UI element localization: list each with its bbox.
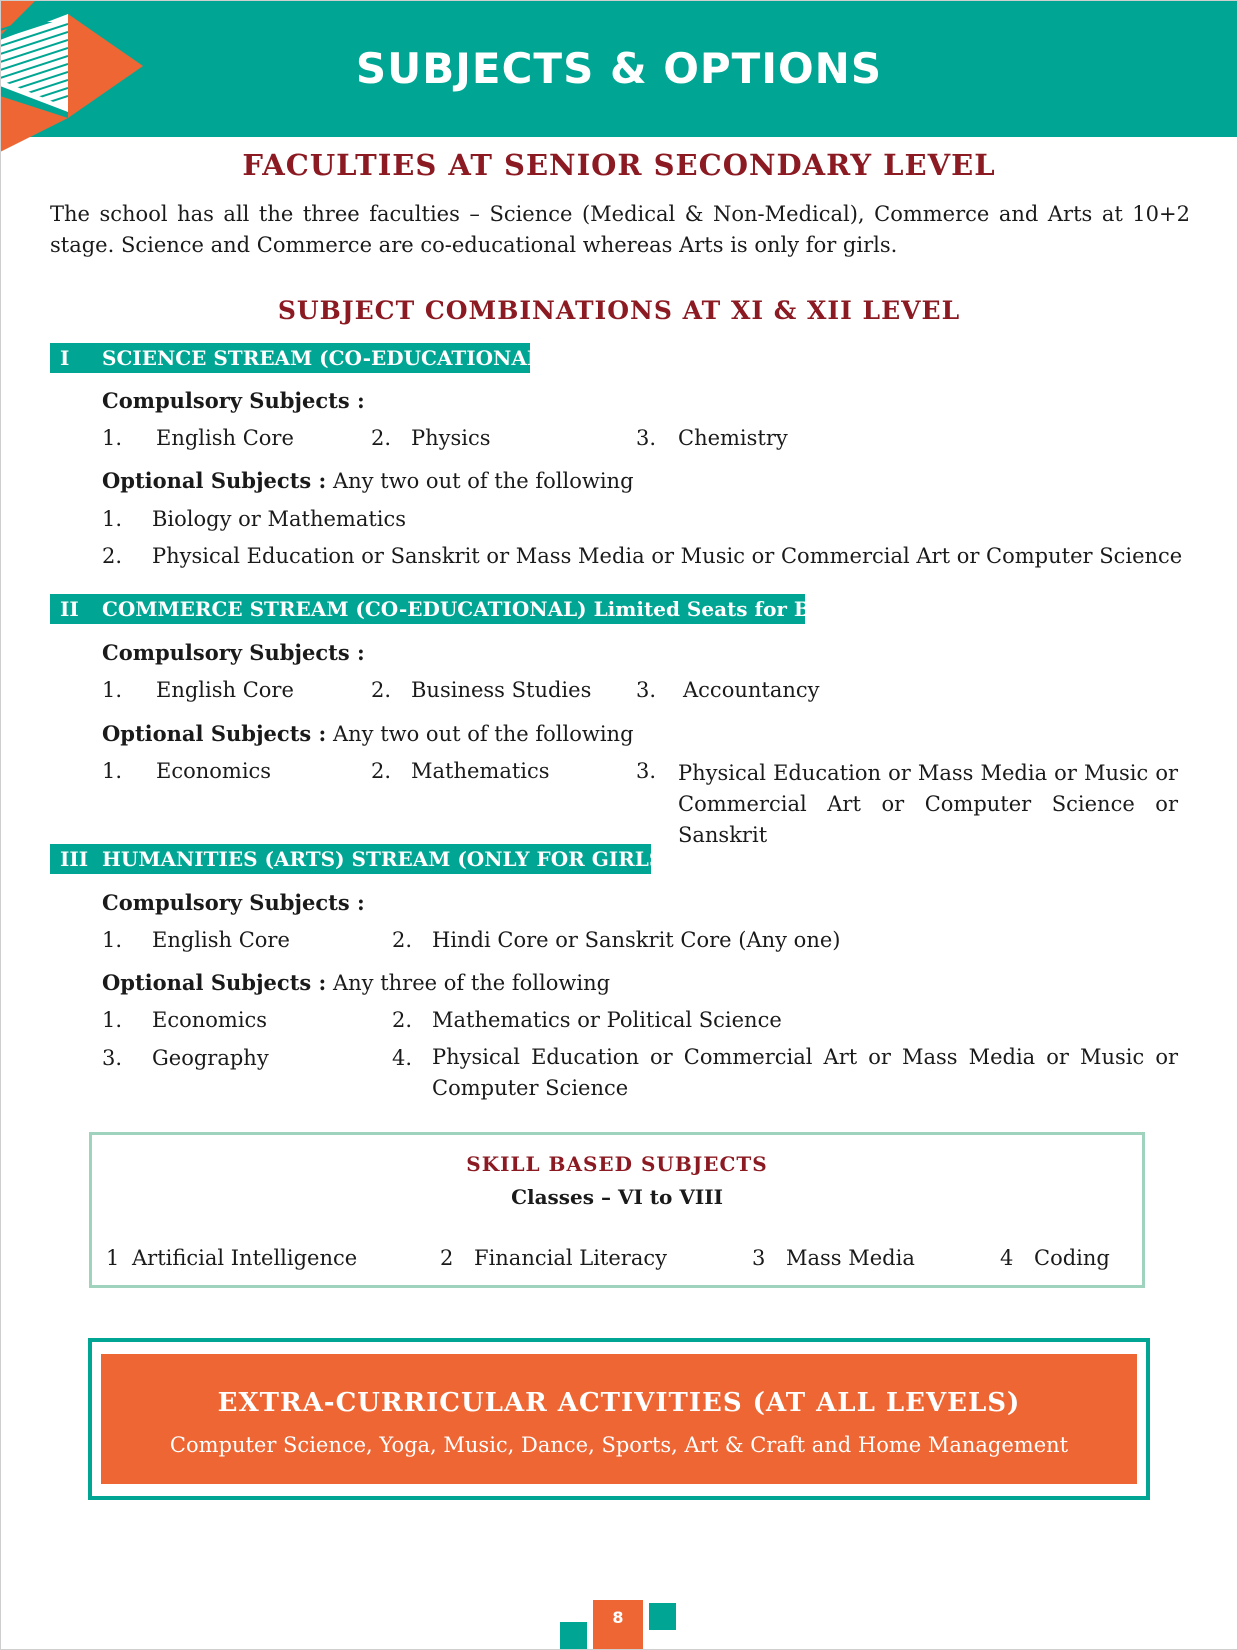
list-number: 1. (102, 678, 123, 702)
footer-square-decoration (649, 1603, 676, 1630)
list-number: 1. (102, 928, 123, 952)
list-item: Physical Education or Mass Media or Music or Commercial Art or Computer Science or Sanskrit (678, 761, 1178, 847)
optional-row (102, 468, 634, 494)
list-number: 3. (636, 426, 657, 450)
list-item: Economics (152, 1008, 268, 1032)
list-item: Physics (411, 426, 491, 450)
list-number: 3. (102, 1046, 123, 1070)
stream-number: III (60, 847, 89, 871)
list-number: 3. (636, 759, 657, 783)
list-item: Mathematics or Political Science (432, 1008, 782, 1032)
footer-square-decoration (560, 1622, 587, 1650)
list-item: Biology or Mathematics (152, 507, 407, 531)
skill-number: 3 (752, 1246, 766, 1270)
combinations-heading: SUBJECT COMBINATIONS AT XI & XII LEVEL (277, 296, 961, 325)
skill-subtitle: Classes – VI to VIII (511, 1185, 723, 1209)
list-item: English Core (156, 678, 294, 702)
page-number: 8 (593, 1600, 643, 1650)
compulsory-label: Compulsory Subjects : (102, 640, 365, 665)
stream-title: HUMANITIES (ARTS) STREAM (ONLY FOR GIRLS) (102, 847, 673, 871)
optional-note: Any two out of the following (332, 722, 634, 746)
compulsory-label: Compulsory Subjects : (102, 890, 365, 915)
skill-item: Mass Media (786, 1246, 915, 1270)
compulsory-label: Compulsory Subjects : (102, 388, 365, 413)
list-number: 2. (102, 544, 123, 568)
list-number: 4. (392, 1046, 413, 1070)
stream-bar-commerce (50, 594, 848, 624)
list-item: Physical Education or Commercial Art or Mass Media or Music or Computer Science (432, 1045, 1178, 1100)
list-number: 2. (371, 426, 392, 450)
list-number: 2. (371, 759, 392, 783)
list-item: English Core (152, 928, 290, 952)
stream-number: I (60, 346, 70, 370)
list-item: Economics (156, 759, 272, 783)
stream-bar-science (50, 343, 551, 373)
extra-curricular-title: EXTRA-CURRICULAR ACTIVITIES (AT ALL LEVELS) (217, 1388, 1021, 1418)
list-number: 2. (392, 1008, 413, 1032)
list-item: Chemistry (678, 426, 788, 450)
list-number: 1. (102, 426, 123, 450)
optional-note: Any three of the following (332, 971, 611, 995)
list-number: 2. (392, 928, 413, 952)
optional-label: Optional Subjects : (102, 468, 327, 493)
faculties-heading: FACULTIES AT SENIOR SECONDARY LEVEL (242, 148, 996, 182)
skill-number: 2 (440, 1246, 454, 1270)
optional-note: Any two out of the following (332, 469, 634, 493)
list-item: English Core (156, 426, 294, 450)
skill-item: Coding (1034, 1246, 1110, 1270)
list-number: 1. (102, 1008, 123, 1032)
list-item: Mathematics (411, 759, 550, 783)
list-number: 1. (102, 759, 123, 783)
skill-number: 1 (106, 1246, 120, 1270)
optional-label: Optional Subjects : (102, 721, 327, 746)
stream-title: SCIENCE STREAM (CO-EDUCATIONAL) (102, 346, 551, 370)
list-item: Physical Education or Sanskrit or Mass Media or Music or Commercial Art or Computer Science (152, 544, 1183, 568)
list-item: Hindi Core or Sanskrit Core (Any one) (432, 928, 841, 952)
optional-row (102, 721, 634, 747)
extra-curricular-panel (101, 1354, 1137, 1484)
optional-row (102, 970, 610, 996)
optional-label: Optional Subjects : (102, 970, 327, 995)
page-title: SUBJECTS & OPTIONS (355, 44, 883, 93)
list-item: Geography (152, 1046, 269, 1070)
stream-number: II (60, 597, 79, 621)
list-item: Accountancy (683, 678, 820, 702)
extra-curricular-text: Computer Science, Yoga, Music, Dance, Sports, Art & Craft and Home Management (169, 1433, 1069, 1457)
skill-item: Financial Literacy (474, 1246, 667, 1270)
skill-title: SKILL BASED SUBJECTS (466, 1152, 768, 1176)
list-number: 1. (102, 507, 123, 531)
list-item: Business Studies (411, 678, 592, 702)
stream-title: COMMERCE STREAM (CO-EDUCATIONAL) Limited Seats for Boys (102, 597, 848, 621)
stream-bar-humanities (50, 844, 673, 874)
faculties-intro: The school has all the three faculties – Science (Medical & Non-Medical), Commerce and Arts at 10+2 stage. Science and Commerce are co-educational whereas Arts is only for girls. (50, 202, 1190, 257)
skill-number: 4 (1000, 1246, 1014, 1270)
list-number: 2. (371, 678, 392, 702)
skill-item: Artificial Intelligence (132, 1246, 358, 1270)
list-number: 3. (636, 678, 657, 702)
